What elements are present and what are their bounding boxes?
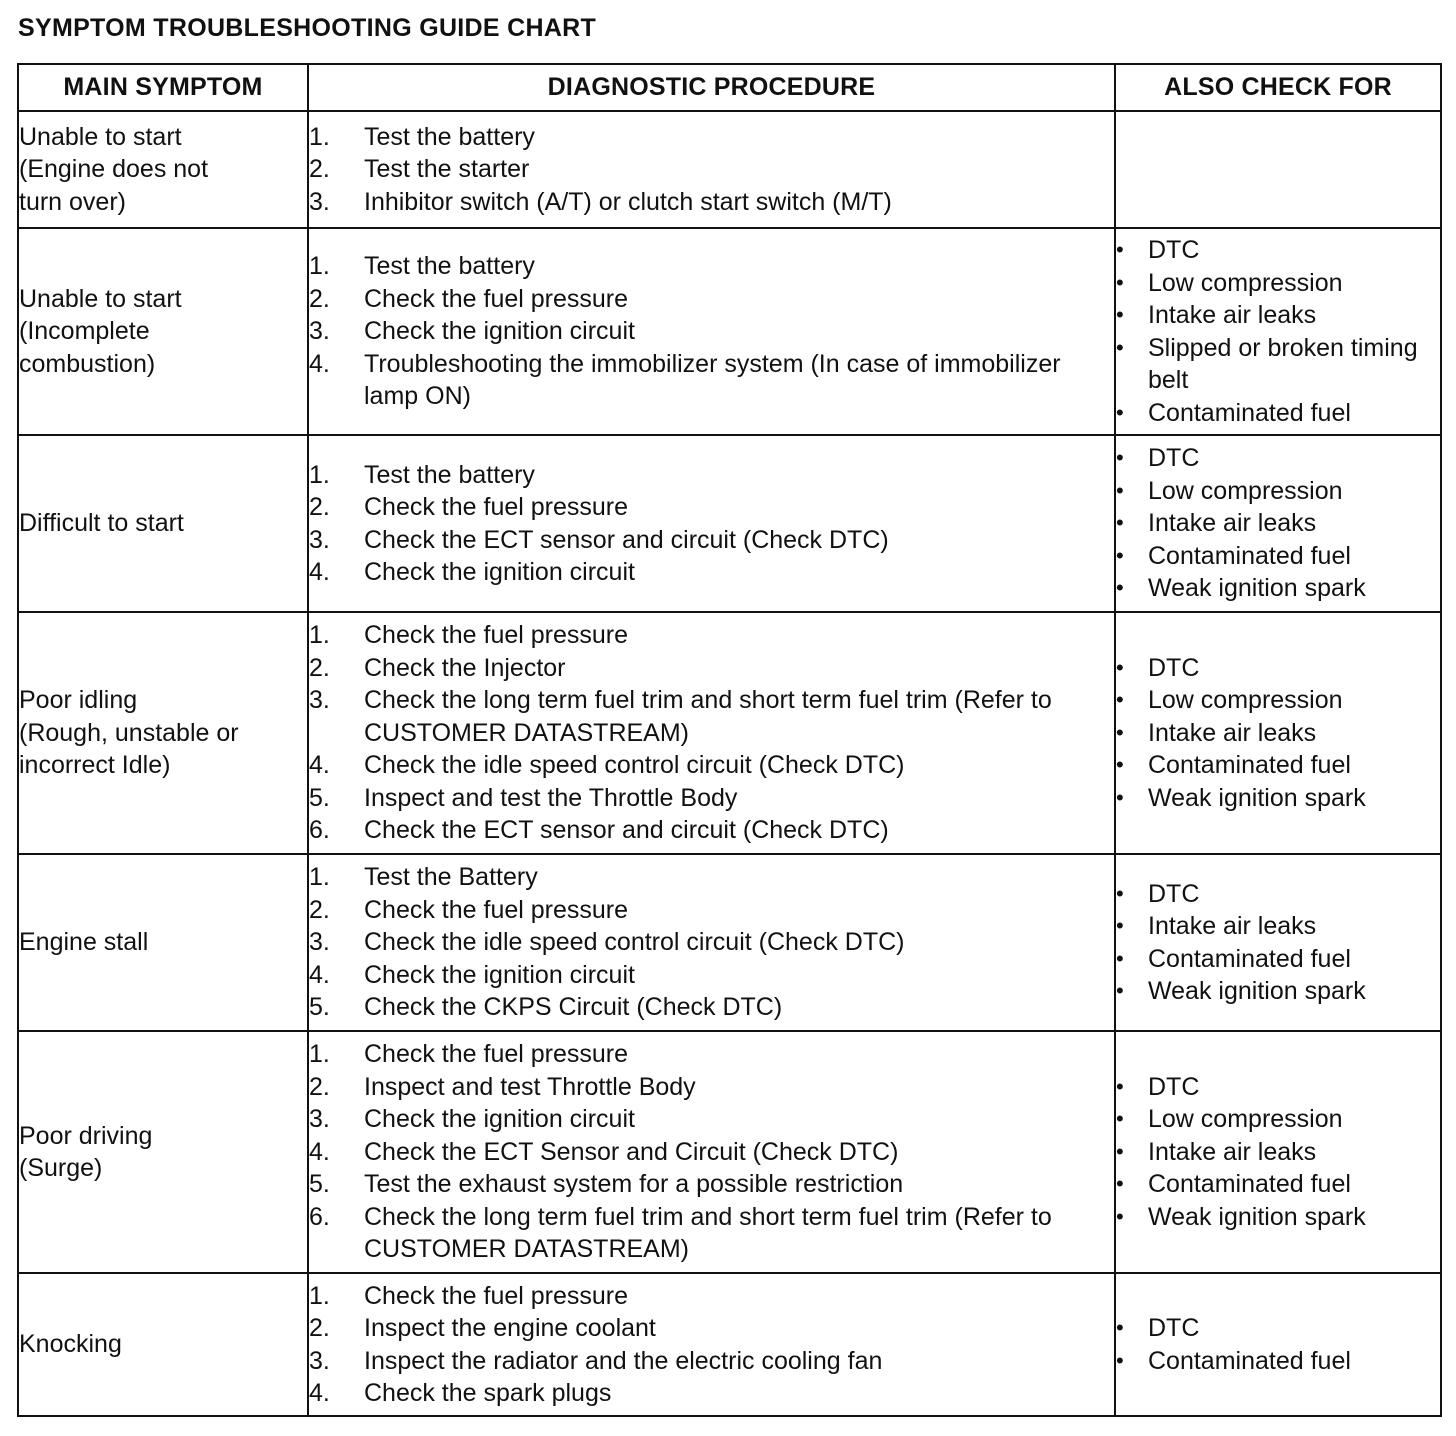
symptom-cell [18, 111, 308, 228]
check-text: Low compression [1148, 476, 1343, 505]
header-row [18, 64, 1441, 111]
symptom-cell [18, 228, 308, 435]
step-number: 5. [309, 783, 330, 812]
step-number: 2. [309, 1072, 330, 1101]
procedure-step [309, 524, 1114, 557]
bullet-icon: • [1116, 752, 1124, 778]
check-item [1116, 684, 1440, 717]
check-item [1116, 1071, 1440, 1104]
step-number: 3. [309, 187, 330, 216]
bullet-icon: • [1116, 880, 1124, 906]
procedure-step [309, 1038, 1114, 1071]
table-body [18, 111, 1441, 1416]
step-text: Inspect the engine coolant [364, 1314, 656, 1342]
check-list [1116, 234, 1440, 429]
check-item [1116, 717, 1440, 750]
bullet-icon: • [1116, 1315, 1124, 1340]
step-number: 4. [309, 960, 330, 989]
step-number: 3. [309, 525, 330, 554]
check-cell [1115, 1031, 1441, 1273]
check-text: Contaminated fuel [1148, 1170, 1351, 1199]
step-number: 2. [309, 493, 330, 521]
procedure-list [309, 459, 1114, 589]
procedure-cell [308, 435, 1115, 612]
check-item [1116, 475, 1440, 508]
step-text: Check the ECT Sensor and Circuit (Check DTC) [364, 1137, 899, 1166]
symptom-text: Difficult to start [19, 509, 184, 538]
step-text: Check the ECT sensor and circuit (Check DTC) [364, 816, 889, 845]
procedure-step [309, 1312, 1114, 1345]
check-text: Contaminated fuel [1148, 541, 1351, 570]
step-number: 1. [309, 252, 330, 281]
step-text: Inspect and test the Throttle Body [364, 783, 738, 812]
procedure-cell [308, 1273, 1115, 1416]
symptom-text: Poor driving (Surge) [19, 1121, 153, 1182]
step-text: Inhibitor switch (A/T) or clutch start switch (M/T) [364, 187, 892, 216]
bullet-icon: • [1116, 1138, 1124, 1164]
step-text: Check the fuel pressure [364, 284, 629, 313]
step-number: 2. [309, 155, 330, 184]
check-item [1116, 782, 1440, 815]
step-number: 2. [309, 284, 330, 313]
step-number: 3. [309, 1346, 330, 1375]
check-list [1116, 652, 1440, 815]
procedure-step [309, 619, 1114, 652]
step-text: Check the ignition circuit [364, 317, 635, 346]
procedure-step [309, 315, 1114, 348]
procedure-list [309, 1280, 1114, 1410]
procedure-list [309, 1038, 1114, 1266]
column-header-main-symptom: MAIN SYMPTOM [18, 64, 308, 111]
step-text: Test the battery [364, 122, 535, 151]
step-number: 4. [309, 558, 330, 586]
check-cell [1115, 1273, 1441, 1416]
step-number: 5. [309, 1170, 330, 1199]
bullet-icon: • [1116, 575, 1124, 601]
procedure-step [309, 1168, 1114, 1201]
bullet-icon: • [1116, 719, 1124, 745]
procedure-step [309, 491, 1114, 524]
check-cell [1115, 854, 1441, 1031]
bullet-icon: • [1116, 687, 1124, 713]
check-item [1116, 878, 1440, 911]
procedure-cell [308, 1031, 1115, 1273]
procedure-step [309, 186, 1114, 219]
bullet-icon: • [1116, 1106, 1124, 1132]
procedure-step [309, 652, 1114, 685]
procedure-step [309, 250, 1114, 283]
check-item [1116, 1345, 1440, 1378]
procedure-step [309, 1280, 1114, 1313]
check-item [1116, 234, 1440, 267]
procedure-step [309, 959, 1114, 992]
symptom-cell [18, 1273, 308, 1416]
check-text: Intake air leaks [1148, 1137, 1317, 1166]
step-number: 1. [309, 1040, 330, 1069]
procedure-step [309, 153, 1114, 186]
table-row [18, 228, 1441, 435]
table-row [18, 612, 1441, 854]
symptom-cell [18, 435, 308, 612]
step-number: 3. [309, 686, 330, 715]
step-number: 2. [309, 1314, 330, 1342]
step-number: 2. [309, 653, 330, 682]
check-item [1116, 1201, 1440, 1234]
column-header-diagnostic-procedure: DIAGNOSTIC PROCEDURE [308, 64, 1115, 111]
check-text: Low compression [1148, 686, 1343, 715]
step-text: Test the Battery [364, 863, 538, 892]
procedure-step [309, 684, 1114, 749]
check-text: DTC [1148, 236, 1200, 264]
check-text: DTC [1148, 1072, 1200, 1101]
check-item [1116, 332, 1440, 397]
symptom-cell [18, 612, 308, 854]
symptom-text: Poor idling (Rough, unstable or incorrect Idle) [19, 686, 239, 780]
check-item [1116, 572, 1440, 605]
step-number: 2. [309, 895, 330, 924]
check-text: DTC [1148, 653, 1200, 682]
symptom-text: Knocking [19, 1330, 122, 1359]
bullet-icon: • [1116, 1203, 1124, 1229]
bullet-icon: • [1116, 237, 1124, 262]
check-item [1116, 507, 1440, 540]
procedure-step [309, 991, 1114, 1024]
check-list [1116, 442, 1440, 605]
step-number: 5. [309, 993, 330, 1022]
step-text: Check the fuel pressure [364, 895, 629, 924]
page-title: SYMPTOM TROUBLESHOOTING GUIDE CHART [18, 14, 597, 42]
check-text: Contaminated fuel [1148, 1346, 1351, 1375]
bullet-icon: • [1116, 269, 1124, 295]
bullet-icon: • [1116, 913, 1124, 938]
step-text: Test the exhaust system for a possible restriction [364, 1170, 904, 1199]
bullet-icon: • [1116, 477, 1124, 503]
step-number: 4. [309, 1379, 330, 1407]
procedure-cell [308, 612, 1115, 854]
check-text: Contaminated fuel [1148, 751, 1351, 780]
procedure-step [309, 459, 1114, 492]
check-text: Intake air leaks [1148, 718, 1317, 747]
check-item [1116, 975, 1440, 1008]
symptom-text: Engine stall [19, 928, 149, 957]
check-text: DTC [1148, 879, 1200, 908]
bullet-icon: • [1116, 399, 1124, 425]
step-number: 6. [309, 816, 330, 845]
procedure-step [309, 348, 1114, 413]
symptom-text: Unable to start (Incomplete combustion) [19, 284, 182, 378]
procedure-step [309, 1103, 1114, 1136]
step-text: Check the CKPS Circuit (Check DTC) [364, 993, 783, 1022]
column-header-also-check-for: ALSO CHECK FOR [1115, 64, 1441, 111]
step-number: 3. [309, 928, 330, 957]
table-row [18, 854, 1441, 1031]
check-list [1116, 878, 1440, 1008]
step-number: 1. [309, 621, 330, 650]
check-text: Intake air leaks [1148, 912, 1317, 940]
bullet-icon: • [1116, 542, 1124, 568]
step-text: Check the ignition circuit [364, 1105, 635, 1134]
check-text: Intake air leaks [1148, 301, 1317, 329]
step-number: 4. [309, 751, 330, 780]
step-number: 3. [309, 317, 330, 346]
step-text: Check the spark plugs [364, 1379, 612, 1407]
procedure-cell [308, 111, 1115, 228]
check-cell [1115, 612, 1441, 854]
check-text: Slipped or broken timing belt [1148, 333, 1418, 394]
step-text: Check the fuel pressure [364, 621, 629, 650]
procedure-step [309, 749, 1114, 782]
step-text: Check the ignition circuit [364, 558, 635, 586]
check-text: Low compression [1148, 268, 1343, 297]
step-number: 3. [309, 1105, 330, 1134]
check-item [1116, 540, 1440, 573]
step-number: 4. [309, 1137, 330, 1166]
bullet-icon: • [1116, 1171, 1124, 1197]
step-number: 6. [309, 1202, 330, 1231]
procedure-list [309, 250, 1114, 413]
check-text: Contaminated fuel [1148, 398, 1351, 427]
check-item [1116, 397, 1440, 430]
check-text: Weak ignition spark [1148, 977, 1366, 1005]
table-row [18, 1031, 1441, 1273]
bullet-icon: • [1116, 334, 1124, 360]
step-number: 4. [309, 349, 330, 378]
check-cell [1115, 435, 1441, 612]
step-text: Check the idle speed control circuit (Check DTC) [364, 928, 905, 957]
symptom-cell [18, 1031, 308, 1273]
step-number: 1. [309, 1281, 330, 1310]
step-text: Troubleshooting the immobilizer system (In case of immobilizer lamp ON) [364, 349, 1061, 411]
procedure-step [309, 1377, 1114, 1410]
check-item [1116, 652, 1440, 685]
procedure-step [309, 1201, 1114, 1266]
bullet-icon: • [1116, 1073, 1124, 1099]
check-text: Contaminated fuel [1148, 944, 1351, 973]
step-text: Test the starter [364, 155, 530, 184]
check-item [1116, 442, 1440, 475]
table-row [18, 435, 1441, 612]
check-item [1116, 749, 1440, 782]
check-text: Weak ignition spark [1148, 1202, 1366, 1231]
step-number: 1. [309, 460, 330, 489]
check-item [1116, 1136, 1440, 1169]
check-item [1116, 267, 1440, 300]
step-text: Check the long term fuel trim and short term fuel trim (Refer to CUSTOMER DATASTREAM) [364, 686, 1052, 747]
step-text: Test the battery [364, 460, 535, 489]
step-text: Check the Injector [364, 653, 566, 682]
check-text: Intake air leaks [1148, 509, 1317, 538]
table-row [18, 111, 1441, 228]
procedure-cell [308, 228, 1115, 435]
step-text: Check the fuel pressure [364, 1040, 629, 1069]
step-text: Check the fuel pressure [364, 493, 629, 521]
procedure-cell [308, 854, 1115, 1031]
bullet-icon: • [1116, 1347, 1124, 1373]
procedure-list [309, 619, 1114, 847]
symptom-text: Unable to start (Engine does not turn over) [19, 122, 209, 216]
check-cell [1115, 228, 1441, 435]
procedure-list [309, 121, 1114, 219]
symptom-cell [18, 854, 308, 1031]
check-cell [1115, 111, 1441, 228]
step-number: 1. [309, 863, 330, 892]
table-row [18, 1273, 1441, 1416]
check-item [1116, 299, 1440, 332]
check-text: Low compression [1148, 1105, 1343, 1134]
step-number: 1. [309, 122, 330, 151]
check-item [1116, 910, 1440, 943]
check-list [1116, 1312, 1440, 1377]
check-text: DTC [1148, 1314, 1200, 1342]
step-text: Check the idle speed control circuit (Check DTC) [364, 751, 905, 780]
step-text: Inspect and test Throttle Body [364, 1072, 696, 1101]
procedure-step [309, 556, 1114, 589]
procedure-step [309, 1071, 1114, 1104]
procedure-step [309, 283, 1114, 316]
check-list [1116, 1071, 1440, 1234]
procedure-step [309, 121, 1114, 154]
bullet-icon: • [1116, 784, 1124, 810]
check-text: DTC [1148, 444, 1200, 473]
step-text: Check the ECT sensor and circuit (Check DTC) [364, 525, 889, 554]
procedure-step [309, 861, 1114, 894]
bullet-icon: • [1116, 302, 1124, 327]
troubleshooting-table [17, 63, 1442, 1417]
procedure-step [309, 1345, 1114, 1378]
check-item [1116, 943, 1440, 976]
step-text: Test the battery [364, 252, 535, 281]
procedure-step [309, 894, 1114, 927]
check-item [1116, 1312, 1440, 1345]
procedure-list [309, 861, 1114, 1024]
bullet-icon: • [1116, 654, 1124, 680]
check-item [1116, 1103, 1440, 1136]
check-item [1116, 1168, 1440, 1201]
procedure-step [309, 782, 1114, 815]
step-text: Check the fuel pressure [364, 1281, 629, 1310]
check-text: Weak ignition spark [1148, 783, 1366, 812]
bullet-icon: • [1116, 445, 1124, 471]
bullet-icon: • [1116, 978, 1124, 1003]
bullet-icon: • [1116, 510, 1124, 536]
bullet-icon: • [1116, 945, 1124, 971]
procedure-step [309, 1136, 1114, 1169]
procedure-step [309, 926, 1114, 959]
check-text: Weak ignition spark [1148, 574, 1366, 603]
step-text: Check the long term fuel trim and short term fuel trim (Refer to CUSTOMER DATASTREAM) [364, 1202, 1052, 1264]
step-text: Inspect the radiator and the electric cooling fan [364, 1346, 883, 1375]
procedure-step [309, 814, 1114, 847]
step-text: Check the ignition circuit [364, 960, 635, 989]
